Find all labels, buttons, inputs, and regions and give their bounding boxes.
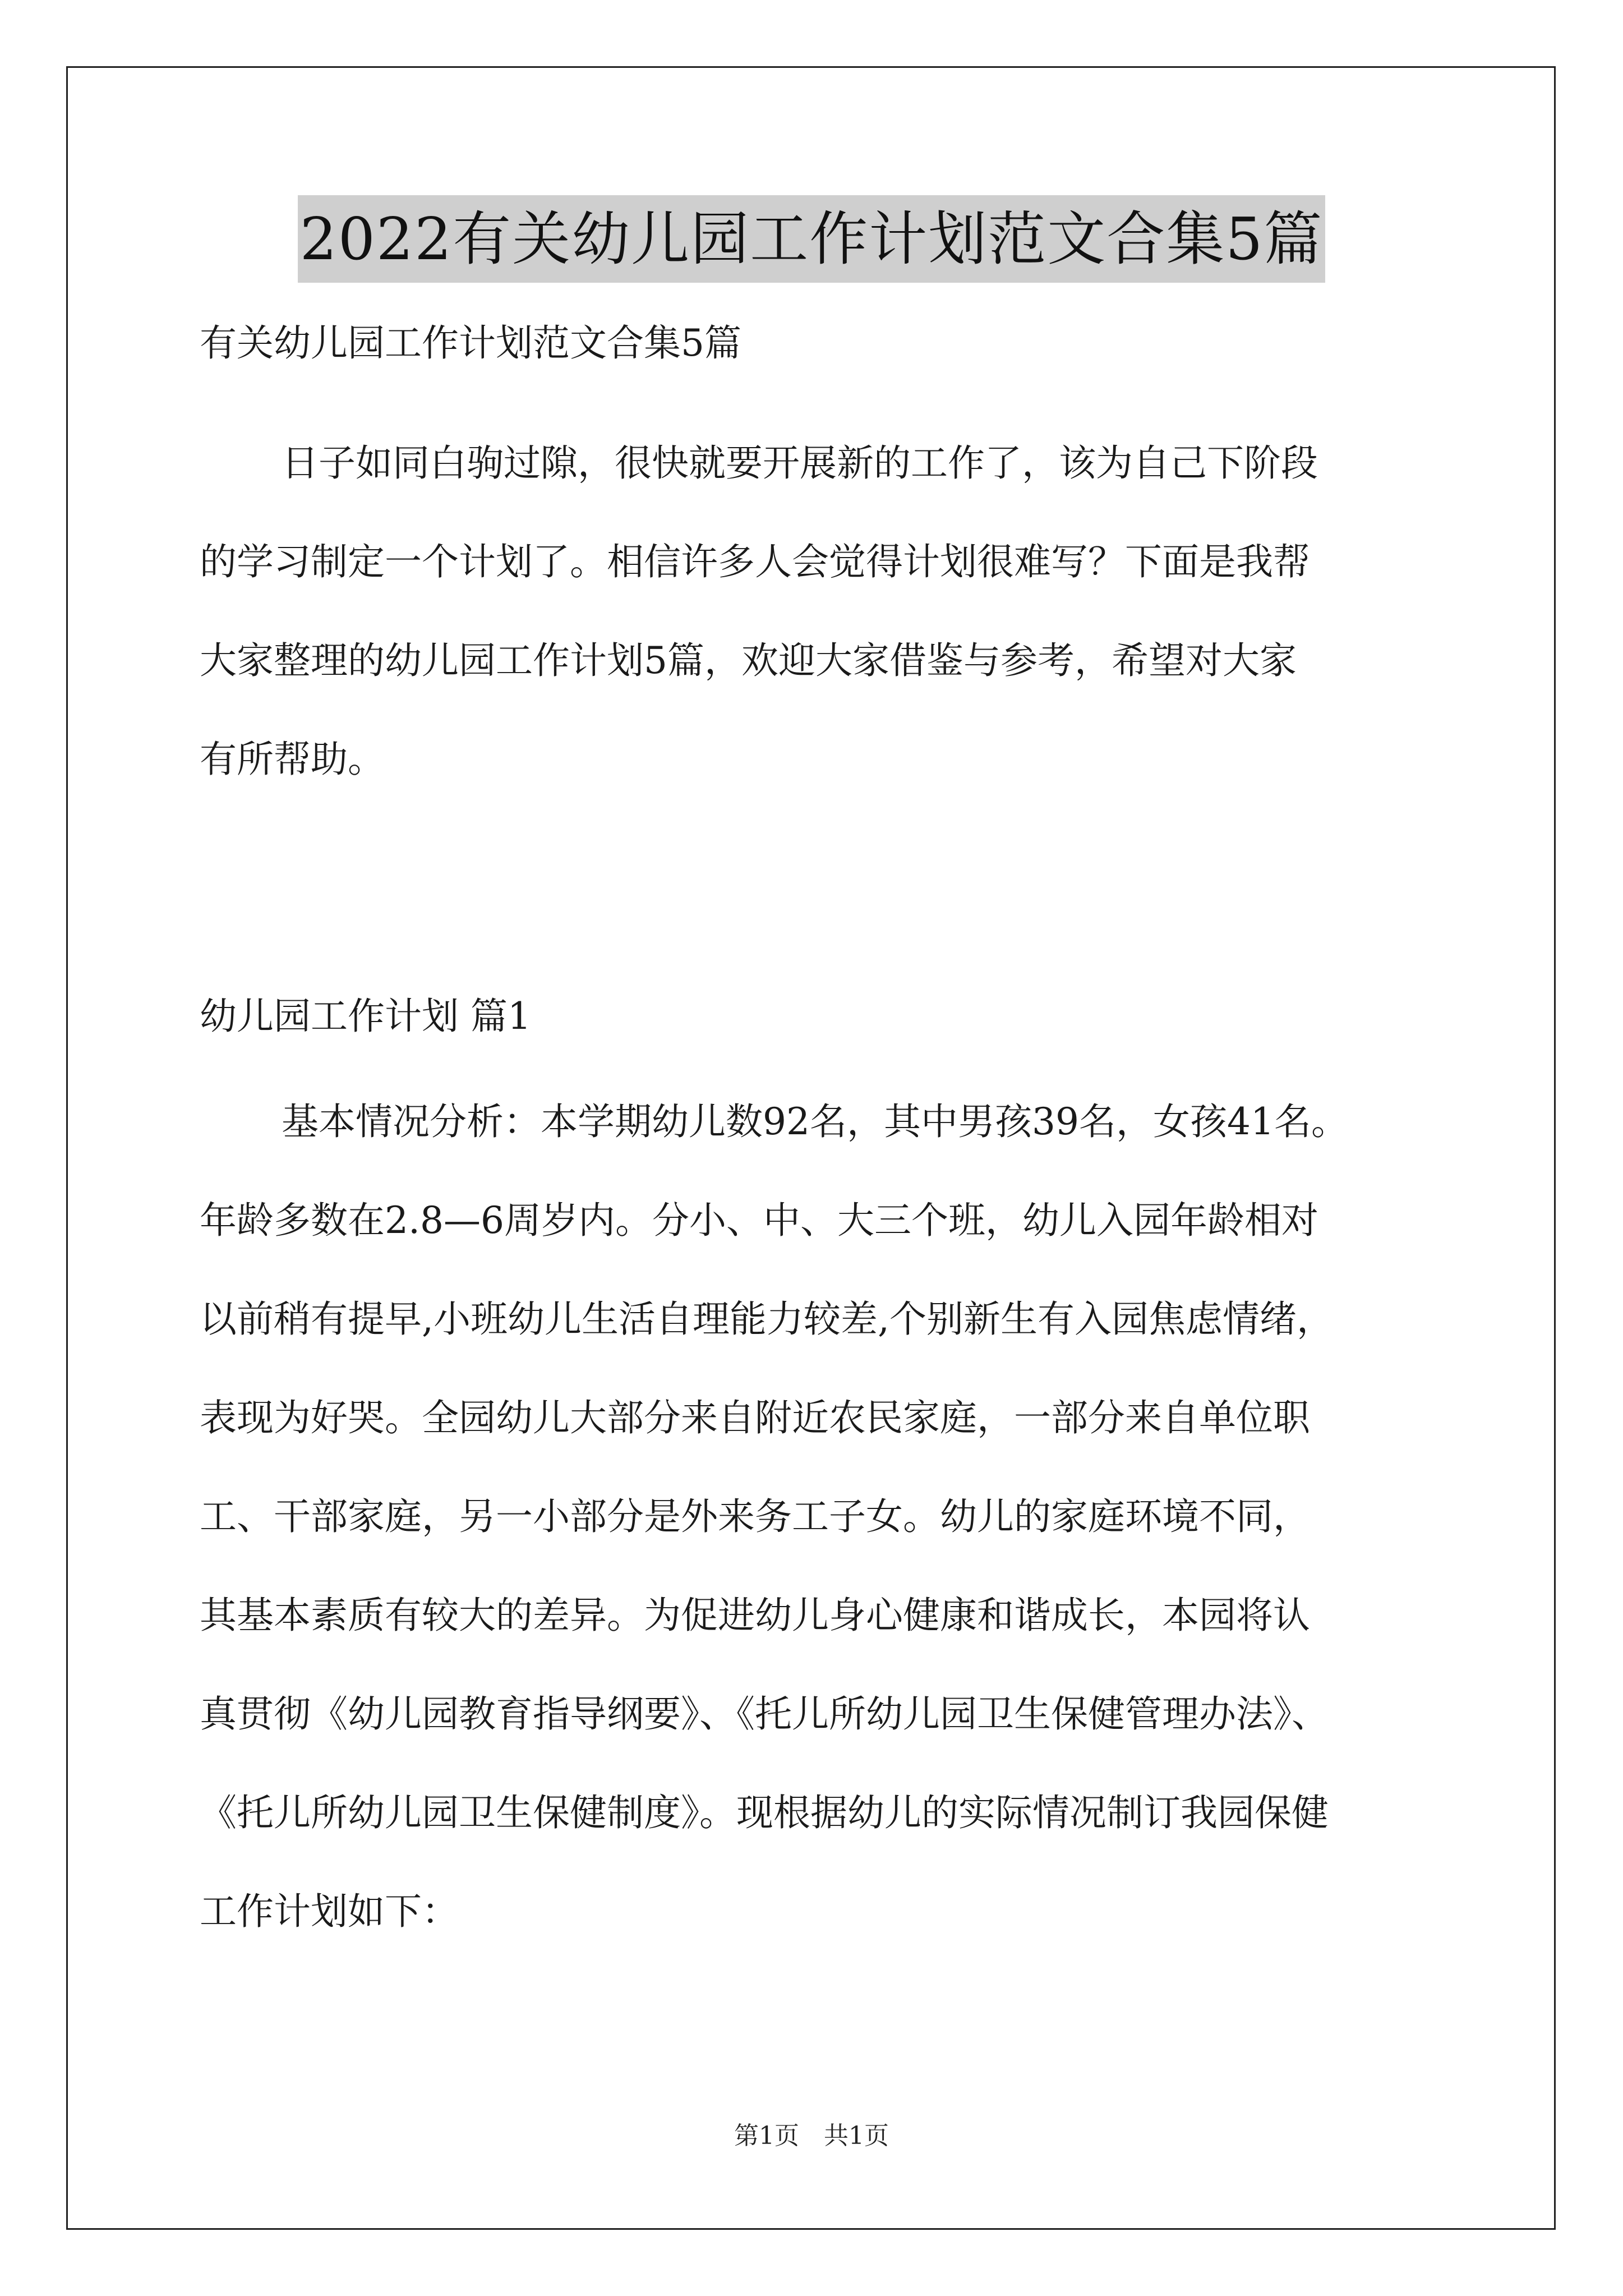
intro-line: 有所帮助。 (200, 738, 385, 781)
body-paragraph (200, 1073, 1445, 1961)
body-line: 工作计划如下： (200, 1890, 459, 1933)
body-line: 《托儿所幼儿园卫生保健制度》。现根据幼儿的实际情况制订我园保健 (200, 1791, 1329, 1834)
body-line: 基本情况分析：本学期幼儿数92名，其中男孩39名，女孩41名。 (282, 1100, 1348, 1143)
section-heading: 幼儿园工作计划 篇1 (200, 995, 531, 1038)
body-line: 其基本素质有较大的差异。为促进幼儿身心健康和谐成长，本园将认 (200, 1594, 1310, 1637)
page-footer (0, 2119, 1623, 2153)
body-line: 表现为好哭。全园幼儿大部分来自附近农民家庭，一部分来自单位职 (200, 1396, 1310, 1439)
title-block (0, 195, 1623, 283)
intro-line: 日子如同白驹过隙，很快就要开展新的工作了，该为自己下阶段 (282, 441, 1318, 485)
page-total: 共1页 (824, 2122, 889, 2150)
body-line: 年龄多数在2.8—6周岁内。分小、中、大三个班，幼儿入园年龄相对 (200, 1199, 1318, 1242)
intro-paragraph (200, 414, 1445, 809)
intro-line: 大家整理的幼儿园工作计划5篇，欢迎大家借鉴与参考，希望对大家 (200, 639, 1297, 682)
intro-line: 的学习制定一个计划了。相信许多人会觉得计划很难写？下面是我帮 (200, 540, 1310, 583)
body-line: 以前稍有提早,小班幼儿生活自理能力较差,个别新生有入园焦虑情绪， (200, 1297, 1334, 1341)
document-subtitle: 有关幼儿园工作计划范文合集5篇 (200, 321, 741, 365)
body-line: 工、干部家庭，另一小部分是外来务工子女。幼儿的家庭环境不同， (200, 1495, 1310, 1538)
page-number: 第1页 (734, 2122, 799, 2150)
body-line: 真贯彻《幼儿园教育指导纲要》、《托儿所幼儿园卫生保健管理办法》、 (200, 1692, 1329, 1736)
document-title: 2022有关幼儿园工作计划范文合集5篇 (298, 195, 1326, 283)
